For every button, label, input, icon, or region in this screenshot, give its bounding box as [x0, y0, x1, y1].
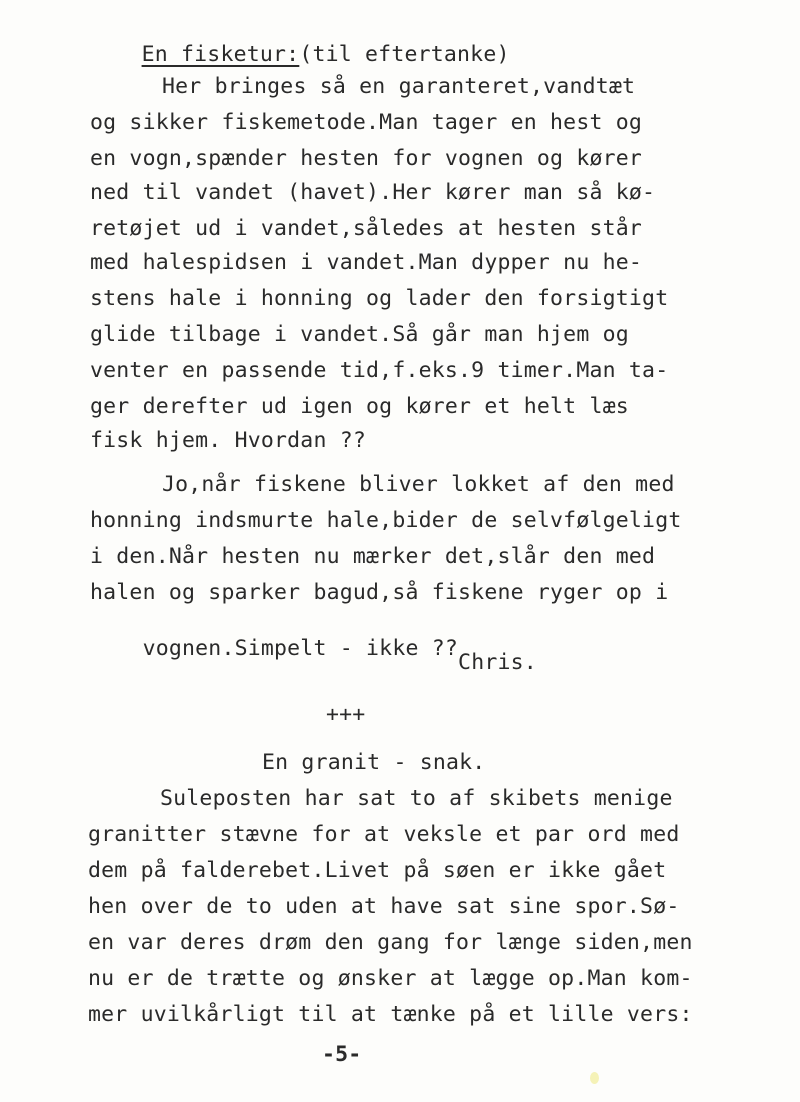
article2-title: En granit - snak. [262, 750, 486, 775]
body-line: Suleposten har sat to af skibets menige [160, 786, 673, 811]
body-line: retøjet ud i vandet,således at hesten står [90, 216, 643, 241]
body-line: en vogn,spænder hesten for vognen og kører [90, 146, 643, 171]
body-line: med halespidsen i vandet.Man dypper nu he- [90, 250, 643, 275]
body-line: honning indsmurte hale,bider de selvfølgeligt [90, 508, 682, 533]
body-line: ger derefter ud igen og kører et helt læs [90, 394, 629, 419]
body-line: stens hale i honning og lader den forsigtigt [90, 286, 669, 311]
body-line: Her bringes så en garanteret,vandtæt [162, 74, 636, 99]
body-line: halen og sparker bagud,så fiskene ryger op i [90, 580, 669, 605]
last-line-text: vognen.Simpelt - ikke ?? [142, 635, 459, 661]
article-title: En fisketur: [141, 41, 300, 67]
body-line: mer uvilkårligt til at tænke på et lille vers: [88, 1002, 693, 1027]
body-line: venter en passende tid,f.eks.9 timer.Man ta- [90, 358, 669, 383]
body-line: og sikker fiskemetode.Man tager en hest og [90, 110, 643, 135]
body-line: Jo,når fiskene bliver lokket af den med [162, 472, 675, 497]
body-line: nu er de trætte og ønsker at lægge op.Man kom- [88, 966, 693, 991]
body-line: dem på falderebet.Livet på søen er ikke gået [88, 858, 667, 883]
body-line: hen over de to uden at have sat sine spor.Sø- [88, 894, 680, 919]
body-line-last [90, 616, 537, 681]
signature: Chris. [458, 649, 537, 675]
paper-stain [590, 1072, 599, 1084]
body-line: glide tilbage i vandet.Så går man hjem og [90, 322, 629, 347]
body-line: ned til vandet (havet).Her kører man så kø- [90, 180, 656, 205]
page-number: -5- [322, 1042, 362, 1067]
body-line: fisk hjem. Hvordan ?? [90, 428, 367, 453]
article-title-note: (til eftertanke) [299, 41, 510, 67]
body-line: granitter stævne for at veksle et par ord med [88, 822, 680, 847]
body-line: i den.Når hesten nu mærker det,slår den med [90, 544, 656, 569]
body-line: en var deres drøm den gang for længe siden,men [88, 930, 693, 955]
separator: +++ [326, 702, 366, 727]
